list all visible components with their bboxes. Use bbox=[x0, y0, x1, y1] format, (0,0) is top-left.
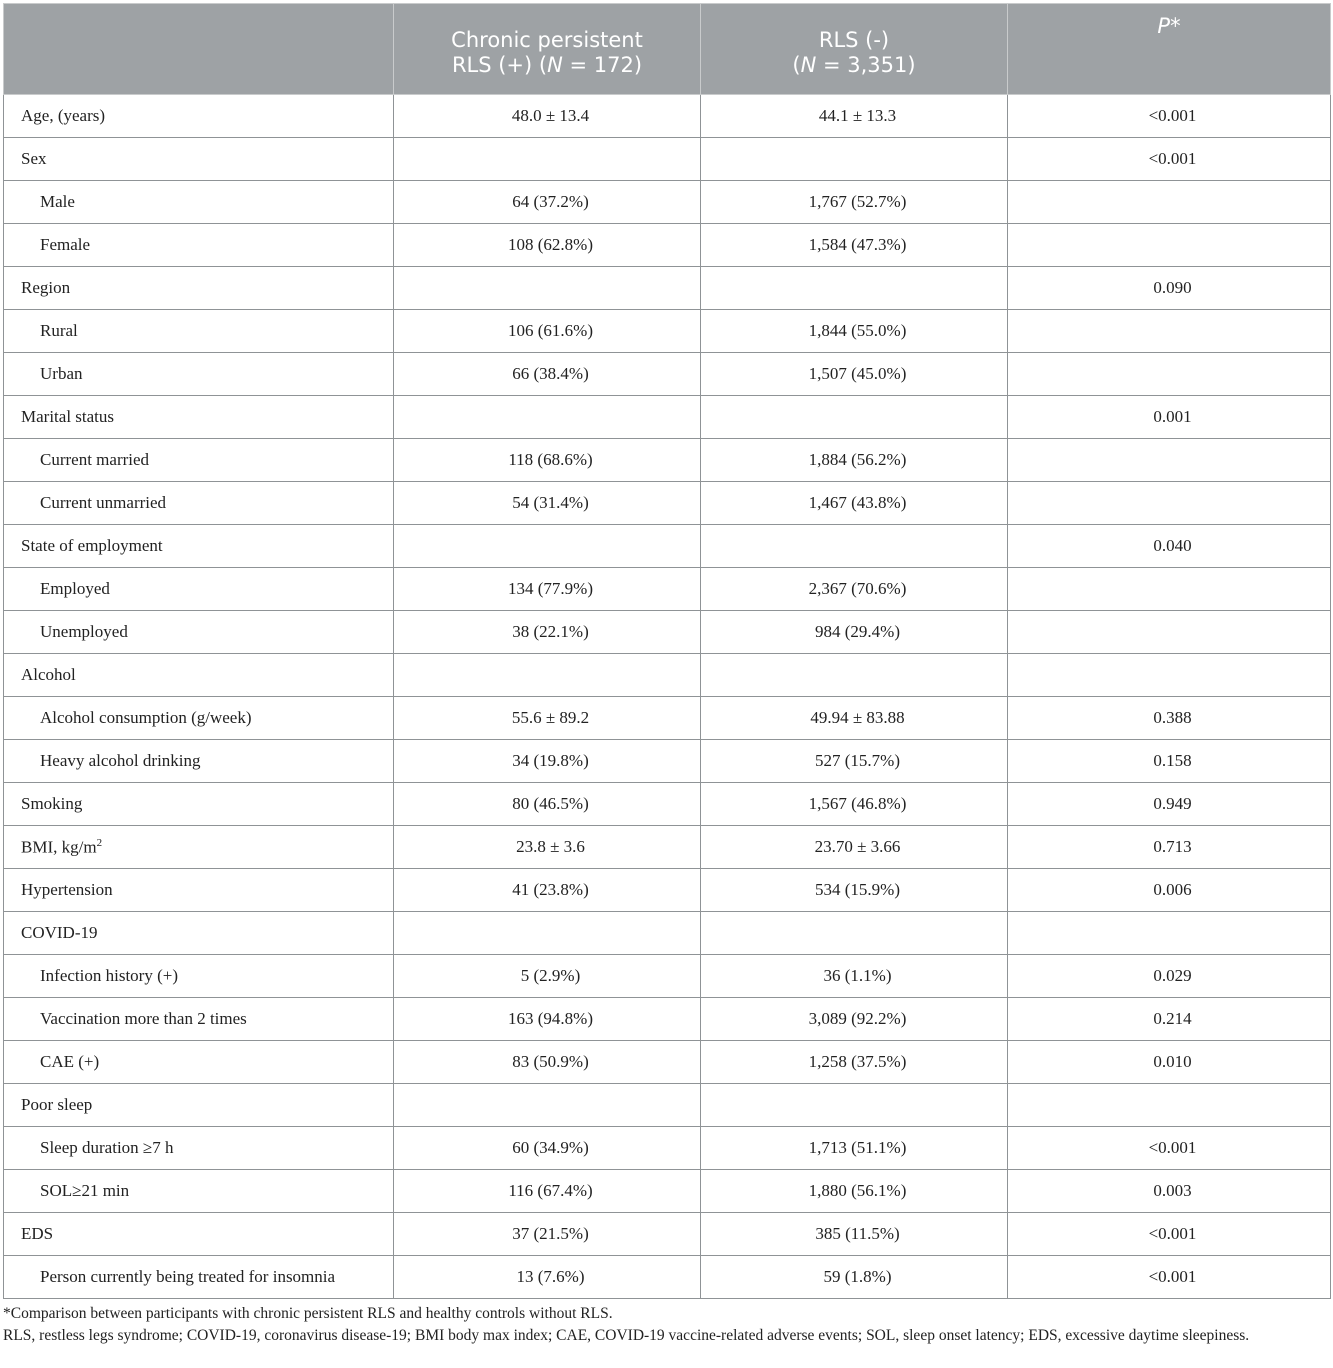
cell-p-value: <0.001 bbox=[1008, 1256, 1331, 1299]
cell-chronic-rls: 48.0 ± 13.4 bbox=[394, 95, 701, 138]
row-label-cell bbox=[4, 783, 394, 826]
table-body bbox=[4, 95, 1331, 1299]
row-label-cell bbox=[4, 654, 394, 697]
table-row bbox=[4, 697, 1331, 740]
cell-chronic-rls bbox=[394, 654, 701, 697]
table-row bbox=[4, 998, 1331, 1041]
cell-p-value bbox=[1008, 353, 1331, 396]
cell-chronic-rls: 41 (23.8%) bbox=[394, 869, 701, 912]
cell-rls-negative: 1,507 (45.0%) bbox=[701, 353, 1008, 396]
table-container bbox=[3, 3, 1330, 1347]
cell-p-value bbox=[1008, 181, 1331, 224]
row-label-cell bbox=[4, 826, 394, 869]
row-label: Vaccination more than 2 times bbox=[40, 1009, 247, 1028]
table-row bbox=[4, 912, 1331, 955]
cell-chronic-rls: 37 (21.5%) bbox=[394, 1213, 701, 1256]
table-row bbox=[4, 654, 1331, 697]
table-row bbox=[4, 1213, 1331, 1256]
cell-p-value: <0.001 bbox=[1008, 1127, 1331, 1170]
header-rls-n: N bbox=[800, 53, 817, 77]
row-label-cell bbox=[4, 1213, 394, 1256]
cell-p-value: <0.001 bbox=[1008, 1213, 1331, 1256]
row-label: State of employment bbox=[21, 536, 163, 555]
table-row bbox=[4, 95, 1331, 138]
cell-chronic-rls bbox=[394, 138, 701, 181]
row-label-cell bbox=[4, 998, 394, 1041]
row-label: Age, (years) bbox=[21, 106, 106, 125]
cell-chronic-rls: 134 (77.9%) bbox=[394, 568, 701, 611]
row-label: Alcohol consumption (g/week) bbox=[40, 708, 252, 727]
cell-chronic-rls: 83 (50.9%) bbox=[394, 1041, 701, 1084]
header-row bbox=[4, 4, 1331, 95]
row-label-cell bbox=[4, 95, 394, 138]
footnote-comparison: *Comparison between participants with chronic persistent RLS and healthy controls without RLS. bbox=[3, 1305, 613, 1322]
row-label: CAE (+) bbox=[40, 1052, 100, 1071]
table-row bbox=[4, 439, 1331, 482]
row-label: Heavy alcohol drinking bbox=[40, 751, 201, 770]
cell-rls-negative bbox=[701, 912, 1008, 955]
cell-p-value: 0.010 bbox=[1008, 1041, 1331, 1084]
cell-chronic-rls: 64 (37.2%) bbox=[394, 181, 701, 224]
table-row bbox=[4, 138, 1331, 181]
cell-p-value: 0.388 bbox=[1008, 697, 1331, 740]
cell-rls-negative: 1,884 (56.2%) bbox=[701, 439, 1008, 482]
row-label-cell bbox=[4, 869, 394, 912]
table-row bbox=[4, 224, 1331, 267]
cell-chronic-rls: 60 (34.9%) bbox=[394, 1127, 701, 1170]
row-label-cell bbox=[4, 439, 394, 482]
cell-rls-negative: 1,467 (43.8%) bbox=[701, 482, 1008, 525]
row-label: Marital status bbox=[21, 407, 115, 426]
row-label: COVID-19 bbox=[21, 923, 98, 942]
footnote-abbreviations: RLS, restless legs syndrome; COVID-19, coronavirus disease-19; BMI body max index; CAE, COVID-19 vaccine-related adverse events; SOL, sleep onset latency; EDS, excessive daytime sleepiness. bbox=[3, 1327, 1250, 1344]
header-chronic-rls bbox=[394, 4, 701, 95]
header-rls-line2-post: = 3,351) bbox=[816, 53, 916, 77]
table-row bbox=[4, 525, 1331, 568]
row-label: Female bbox=[40, 235, 91, 254]
cell-rls-negative bbox=[701, 525, 1008, 568]
cell-chronic-rls bbox=[394, 267, 701, 310]
cell-chronic-rls bbox=[394, 912, 701, 955]
cell-chronic-rls bbox=[394, 1084, 701, 1127]
cell-p-value: 0.158 bbox=[1008, 740, 1331, 783]
cell-rls-negative: 36 (1.1%) bbox=[701, 955, 1008, 998]
cell-p-value bbox=[1008, 224, 1331, 267]
header-rls-line1: RLS (-) bbox=[818, 28, 890, 52]
row-label: Person currently being treated for insomnia bbox=[40, 1267, 336, 1286]
table-row bbox=[4, 353, 1331, 396]
header-rls-negative bbox=[701, 4, 1008, 95]
cell-chronic-rls: 108 (62.8%) bbox=[394, 224, 701, 267]
table-row bbox=[4, 869, 1331, 912]
row-label-cell bbox=[4, 267, 394, 310]
cell-rls-negative: 1,767 (52.7%) bbox=[701, 181, 1008, 224]
cell-rls-negative: 385 (11.5%) bbox=[701, 1213, 1008, 1256]
cell-rls-negative bbox=[701, 267, 1008, 310]
row-label: BMI, kg/m bbox=[21, 837, 97, 857]
cell-chronic-rls: 38 (22.1%) bbox=[394, 611, 701, 654]
row-label-cell bbox=[4, 482, 394, 525]
header-chronic-n: N bbox=[547, 53, 563, 77]
cell-rls-negative bbox=[701, 138, 1008, 181]
table-row bbox=[4, 482, 1331, 525]
table-row bbox=[4, 826, 1331, 869]
row-label: Sleep duration ≥7 h bbox=[40, 1138, 174, 1157]
row-label: Region bbox=[21, 278, 71, 297]
row-label-superscript: 2 bbox=[96, 836, 103, 849]
table-row bbox=[4, 1256, 1331, 1299]
cell-rls-negative: 2,367 (70.6%) bbox=[701, 568, 1008, 611]
table-footnotes bbox=[3, 1303, 1330, 1347]
header-p-value: P* bbox=[1008, 4, 1331, 95]
row-label-cell bbox=[4, 396, 394, 439]
cell-p-value bbox=[1008, 310, 1331, 353]
header-empty-cell bbox=[4, 4, 394, 95]
row-label-cell bbox=[4, 353, 394, 396]
cell-p-value bbox=[1008, 912, 1331, 955]
cell-rls-negative: 3,089 (92.2%) bbox=[701, 998, 1008, 1041]
cell-rls-negative: 534 (15.9%) bbox=[701, 869, 1008, 912]
cell-chronic-rls: 13 (7.6%) bbox=[394, 1256, 701, 1299]
header-rls-line2-pre: ( bbox=[792, 53, 801, 77]
cell-chronic-rls bbox=[394, 525, 701, 568]
cell-chronic-rls: 118 (68.6%) bbox=[394, 439, 701, 482]
data-table bbox=[3, 3, 1331, 1299]
cell-chronic-rls: 116 (67.4%) bbox=[394, 1170, 701, 1213]
cell-rls-negative: 984 (29.4%) bbox=[701, 611, 1008, 654]
cell-chronic-rls: 23.8 ± 3.6 bbox=[394, 826, 701, 869]
cell-chronic-rls: 34 (19.8%) bbox=[394, 740, 701, 783]
table-row bbox=[4, 1084, 1331, 1127]
table-row bbox=[4, 396, 1331, 439]
table-row bbox=[4, 740, 1331, 783]
row-label-cell bbox=[4, 224, 394, 267]
table-row bbox=[4, 1127, 1331, 1170]
cell-p-value: 0.214 bbox=[1008, 998, 1331, 1041]
cell-p-value: 0.949 bbox=[1008, 783, 1331, 826]
table-row bbox=[4, 310, 1331, 353]
row-label-cell bbox=[4, 1170, 394, 1213]
cell-rls-negative: 49.94 ± 83.88 bbox=[701, 697, 1008, 740]
cell-p-value: 0.090 bbox=[1008, 267, 1331, 310]
row-label: Unemployed bbox=[40, 622, 128, 641]
row-label: SOL≥21 min bbox=[40, 1181, 130, 1200]
cell-chronic-rls: 163 (94.8%) bbox=[394, 998, 701, 1041]
cell-chronic-rls: 5 (2.9%) bbox=[394, 955, 701, 998]
cell-rls-negative: 59 (1.8%) bbox=[701, 1256, 1008, 1299]
row-label-cell bbox=[4, 1084, 394, 1127]
table-row bbox=[4, 568, 1331, 611]
row-label-cell bbox=[4, 1041, 394, 1084]
cell-rls-negative: 527 (15.7%) bbox=[701, 740, 1008, 783]
cell-rls-negative bbox=[701, 1084, 1008, 1127]
cell-rls-negative: 1,584 (47.3%) bbox=[701, 224, 1008, 267]
cell-rls-negative: 1,567 (46.8%) bbox=[701, 783, 1008, 826]
cell-chronic-rls: 54 (31.4%) bbox=[394, 482, 701, 525]
cell-rls-negative: 23.70 ± 3.66 bbox=[701, 826, 1008, 869]
row-label-cell bbox=[4, 310, 394, 353]
cell-p-value: 0.040 bbox=[1008, 525, 1331, 568]
cell-p-value bbox=[1008, 1084, 1331, 1127]
row-label-cell bbox=[4, 955, 394, 998]
row-label: Male bbox=[40, 192, 75, 211]
row-label-cell bbox=[4, 1127, 394, 1170]
cell-p-value: <0.001 bbox=[1008, 138, 1331, 181]
row-label-cell bbox=[4, 697, 394, 740]
row-label: Hypertension bbox=[21, 880, 113, 899]
row-label: Urban bbox=[40, 364, 83, 383]
cell-p-value bbox=[1008, 482, 1331, 525]
table-row bbox=[4, 181, 1331, 224]
cell-chronic-rls: 80 (46.5%) bbox=[394, 783, 701, 826]
cell-rls-negative: 44.1 ± 13.3 bbox=[701, 95, 1008, 138]
cell-p-value: 0.029 bbox=[1008, 955, 1331, 998]
table-row bbox=[4, 267, 1331, 310]
cell-rls-negative bbox=[701, 654, 1008, 697]
table-row bbox=[4, 783, 1331, 826]
header-chronic-line2-pre: RLS (+) ( bbox=[451, 53, 548, 77]
row-label: Employed bbox=[40, 579, 110, 598]
row-label-cell bbox=[4, 138, 394, 181]
row-label-cell bbox=[4, 525, 394, 568]
cell-chronic-rls: 55.6 ± 89.2 bbox=[394, 697, 701, 740]
cell-rls-negative: 1,258 (37.5%) bbox=[701, 1041, 1008, 1084]
row-label: Poor sleep bbox=[21, 1095, 93, 1114]
cell-rls-negative: 1,713 (51.1%) bbox=[701, 1127, 1008, 1170]
cell-p-value bbox=[1008, 568, 1331, 611]
row-label: Current married bbox=[40, 450, 150, 469]
row-label-cell bbox=[4, 912, 394, 955]
cell-p-value bbox=[1008, 611, 1331, 654]
row-label-cell bbox=[4, 568, 394, 611]
row-label: Smoking bbox=[21, 794, 83, 813]
cell-p-value: <0.001 bbox=[1008, 95, 1331, 138]
table-row bbox=[4, 611, 1331, 654]
cell-p-value: 0.006 bbox=[1008, 869, 1331, 912]
cell-chronic-rls: 106 (61.6%) bbox=[394, 310, 701, 353]
row-label: Sex bbox=[21, 149, 47, 168]
cell-rls-negative: 1,844 (55.0%) bbox=[701, 310, 1008, 353]
table-row bbox=[4, 1170, 1331, 1213]
table-header bbox=[4, 4, 1331, 95]
cell-rls-negative: 1,880 (56.1%) bbox=[701, 1170, 1008, 1213]
cell-chronic-rls bbox=[394, 396, 701, 439]
cell-p-value bbox=[1008, 654, 1331, 697]
header-chronic-line1: Chronic persistent bbox=[451, 28, 643, 52]
row-label-cell bbox=[4, 611, 394, 654]
cell-p-value: 0.001 bbox=[1008, 396, 1331, 439]
table-row bbox=[4, 955, 1331, 998]
cell-rls-negative bbox=[701, 396, 1008, 439]
row-label-cell bbox=[4, 1256, 394, 1299]
header-chronic-line2-post: = 172) bbox=[562, 53, 643, 77]
row-label: Infection history (+) bbox=[40, 966, 178, 985]
cell-chronic-rls: 66 (38.4%) bbox=[394, 353, 701, 396]
row-label-cell bbox=[4, 740, 394, 783]
row-label: Rural bbox=[40, 321, 78, 340]
cell-p-value: 0.003 bbox=[1008, 1170, 1331, 1213]
cell-p-value bbox=[1008, 439, 1331, 482]
row-label: Current unmarried bbox=[40, 493, 167, 512]
row-label: EDS bbox=[21, 1224, 54, 1243]
row-label-cell bbox=[4, 181, 394, 224]
cell-p-value: 0.713 bbox=[1008, 826, 1331, 869]
table-row bbox=[4, 1041, 1331, 1084]
row-label: Alcohol bbox=[21, 665, 76, 684]
